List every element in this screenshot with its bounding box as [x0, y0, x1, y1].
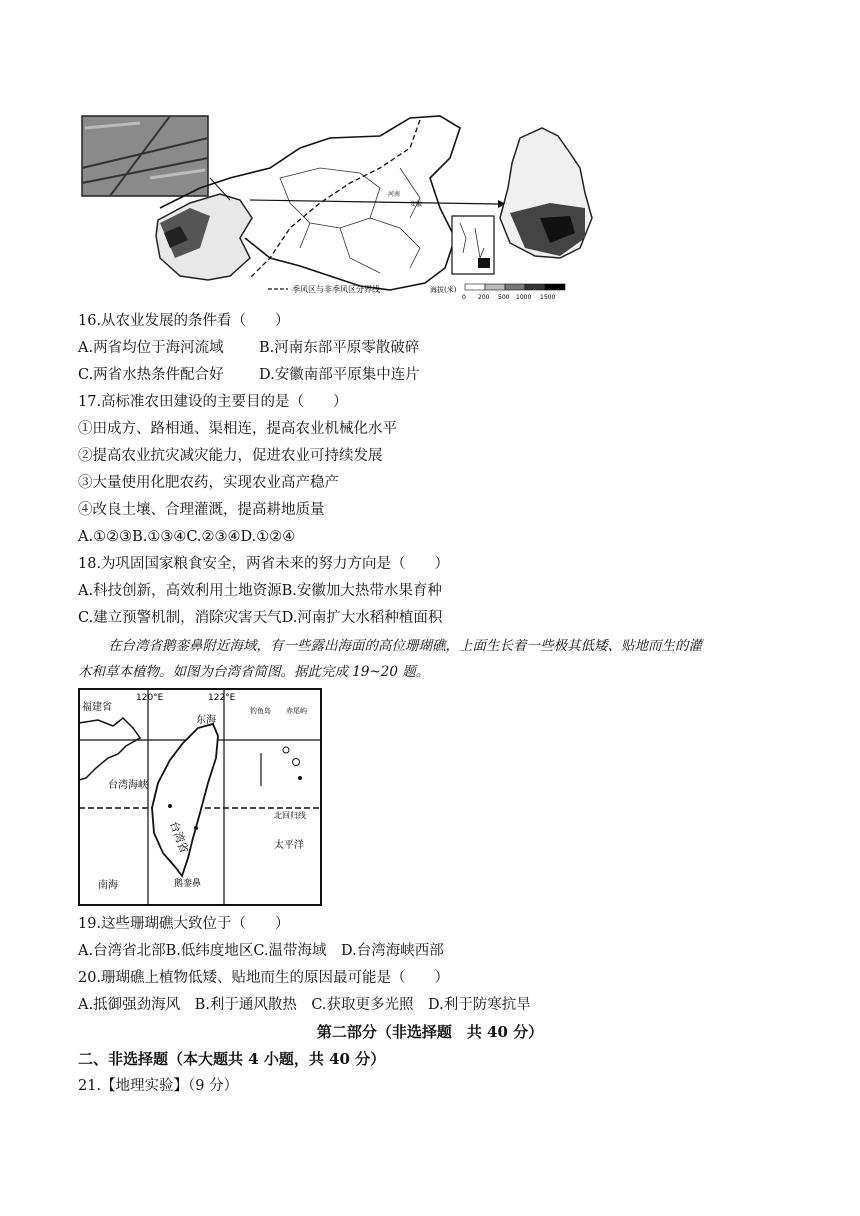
q16-options-row1 [78, 338, 419, 358]
q18-stem: 18.为巩固国家粮食安全，两省未来的努力方向是（ ） [78, 556, 450, 572]
legend-boundary-label: 季风区与非季风区分界线 [292, 285, 380, 294]
pacific-label: 太平洋 [274, 840, 304, 851]
legend-tick: 1000 [516, 294, 532, 300]
passage-line1: 在台湾省鹅銮鼻附近海域，有一些露出海面的高位珊瑚礁，上面生长着一些极其低矮、贴地而生的灌 [108, 638, 702, 654]
strait-label [108, 778, 148, 791]
q17-item: ①田成方、路相通、渠相连，提高农业机械化水平 [78, 421, 397, 437]
lat-label: 北回归线 [274, 811, 306, 820]
taiwan-map-figure [78, 688, 322, 906]
q18-options-row2[interactable]: C.建立预警机制，消除灾害天气D.河南扩大水稻种植面积 [78, 610, 443, 626]
legend-tick: 1500 [540, 294, 556, 300]
q16-option-b[interactable]: B.河南东部平原零散破碎 [259, 340, 420, 356]
q20-options[interactable]: A.抵御强劲海风 B.利于通风散热 C.获取更多光照 D.利于防寒抗旱 [78, 997, 531, 1013]
chiwei-label: 赤尾屿 [286, 707, 307, 715]
diaoyu-label: 钓鱼岛 [250, 707, 271, 715]
map-label-anhui: 安徽 [410, 201, 423, 208]
lon-120-label: 120°E [136, 693, 164, 703]
legend-tick: 200 [478, 294, 490, 300]
lon-122-label: 122°E [208, 693, 236, 703]
passage-line2: 木和草本植物。如图为台湾省简图。据此完成 19~20 题。 [78, 664, 430, 680]
monsoon-boundary-line [250, 120, 423, 278]
q19-stem: 19.这些珊瑚礁大致位于（ ） [78, 916, 290, 932]
q17-item: ④改良土壤、合理灌溉，提高耕地质量 [78, 502, 325, 518]
legend-tick: 500 [498, 294, 510, 300]
map-label-henan: 河南 [388, 191, 401, 198]
q16-option-c[interactable]: C.两省水热条件配合好 [78, 367, 224, 383]
q16-options-row2 [78, 365, 420, 385]
q16-stem: 16.从农业发展的条件看（ ） [78, 313, 290, 329]
q19-options[interactable]: A.台湾省北部B.低纬度地区C.温带海域 D.台湾海峡西部 [78, 943, 444, 959]
legend-tick: 0 [462, 294, 466, 300]
legend-elevation-label: 海拔(米) [430, 286, 457, 294]
part2-heading: 第二部分（非选择题 共 40 分） [316, 1023, 544, 1041]
china-map-figure [80, 108, 610, 300]
q16-option-d[interactable]: D.安徽南部平原集中连片 [259, 367, 420, 383]
east-sea-label: 东海 [196, 715, 216, 726]
q20-stem: 20.珊瑚礁上植物低矮、贴地而生的原因最可能是（ ） [78, 970, 450, 986]
section-heading: 二、非选择题（本大题共 4 小题，共 40 分） [78, 1050, 386, 1068]
q16-option-a[interactable]: A.两省均位于海河流域 [78, 340, 224, 356]
q17-item: ②提高农业抗灾减灾能力，促进农业可持续发展 [78, 448, 383, 464]
south-sea-label: 南海 [98, 880, 118, 891]
q17-item: ③大量使用化肥农药，实现农业高产稳产 [78, 475, 339, 491]
cape-label: 鹅銮鼻 [174, 879, 202, 889]
fujian-label: 福建省 [82, 702, 112, 713]
q18-options-row1[interactable]: A.科技创新，高效利用土地资源B.安徽加大热带水果育种 [78, 583, 442, 599]
strait-label-text: 台湾海峡 [108, 780, 148, 791]
q17-options[interactable]: A.①②③B.①③④C.②③④D.①②④ [78, 529, 296, 545]
q21-heading: 21.【地理实验】（9 分） [78, 1078, 239, 1094]
q17-stem: 17.高标准农田建设的主要目的是（ ） [78, 394, 348, 410]
province-label: 台湾省 [167, 819, 191, 856]
